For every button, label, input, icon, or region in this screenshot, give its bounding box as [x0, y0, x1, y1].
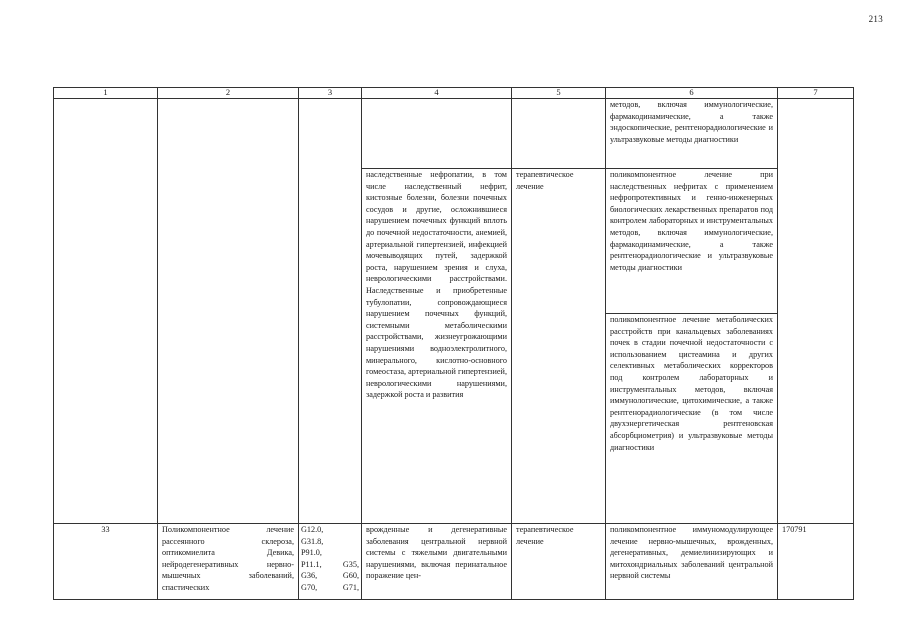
cell-model-nephropathy: наследственные нефропатии, в том числе наследственный нефрит, кистозные болезни, болезни почечных сосудов и другие, осложнившиеся нарушением почечных функций вплоть до почечной недостаточности, анемией, артериальной гипертензией, инфекцией мочевыводящих путей, задержкой роста, нарушением зрения и слуха, неврологическими расстройствами. Наследственные и приобретенные тубулопатии, сопровождающиеся нарушением почечных функций, системными метаболическими расстройствами, жизнеугрожающими нарушениями водноэлектролитного, минерального, кислотно-основного гомеостаза, артериальной гипертензией, неврологическими нарушениями, задержкой роста и развития	[362, 169, 512, 524]
cell-treatment-empty	[512, 99, 606, 169]
cell-method-immunomodulating: поликомпонентное иммуномодулирующее лечение нервно-мышечных, врожденных, дегенеративных, демиелинизирующих и митохондриальных заболеваний центральной нервной системы	[606, 524, 778, 600]
cell-model-neuro: врожденные и дегенеративные заболевания центральной нервной системы с тяжелыми двигательными нарушениями, включая перинатальное поражение цен-	[362, 524, 512, 600]
icd-code-line: G70, G71,	[301, 582, 359, 592]
column-header: 1	[54, 88, 158, 99]
cell-care-name: Поликомпонентное лечение рассеянного склероза, оптикомиелита Девика, нейродегенеративных нервно-мышечных заболеваний, спастических	[158, 524, 299, 600]
column-header: 5	[512, 88, 606, 99]
medical-care-table	[53, 87, 854, 600]
icd-code-line: G12.0,	[301, 525, 324, 534]
column-header: 7	[778, 88, 854, 99]
cell-quota-empty	[778, 99, 854, 524]
cell-quota-amount: 170791	[778, 524, 854, 600]
cell-method-nephritis: поликомпонентное лечение при наследственных нефритах с применением нефропротективных и генно-инженерных биологических лекарственных препаратов под контролем лабораторных и инструментальных методов, включая иммунологические, фармакодинамические, а также рентгенорадиологические и ультразвуковые методы диагностики	[606, 169, 778, 314]
cell-number-empty	[54, 99, 158, 524]
cell-model-empty	[362, 99, 512, 169]
cell-method-metabolic: поликомпонентное лечение метаболических расстройств при канальцевых заболеваниях почек в стадии почечной недостаточности с использованием цистеамина и других селективных метаболических корректоров под контролем лабораторных и инструментальных методов, включая иммунологические, цитохимические, а также рентгенорадиологические (в том числе двухэнергетическая рентгеновская абсорбциометрия) и ультразвуковые методы диагностики	[606, 314, 778, 524]
cell-codes-empty	[299, 99, 362, 524]
cell-treatment-type: терапевтическое лечение	[512, 169, 606, 524]
column-header: 6	[606, 88, 778, 99]
icd-code-line: P11.1, G35,	[301, 559, 359, 569]
column-header: 2	[158, 88, 299, 99]
cell-name-empty	[158, 99, 299, 524]
column-header-row	[54, 88, 854, 99]
cell-treatment-type-33: терапевтическое лечение	[512, 524, 606, 600]
cell-method-continuation: методов, включая иммунологические, фармакодинамические, а также эндоскопические, рентгенорадиологические и ультразвуковые методы диагностики	[606, 99, 778, 169]
icd-code-line: G36, G60,	[301, 571, 359, 581]
cell-icd-codes	[299, 524, 362, 600]
table-row	[54, 524, 854, 600]
icd-code-line: G31.8,	[301, 536, 324, 546]
column-header: 3	[299, 88, 362, 99]
table-row	[54, 99, 854, 169]
column-header: 4	[362, 88, 512, 99]
cell-row-number: 33	[54, 524, 158, 600]
page-number: 213	[868, 14, 883, 24]
icd-code-line: P91.0,	[301, 548, 322, 558]
